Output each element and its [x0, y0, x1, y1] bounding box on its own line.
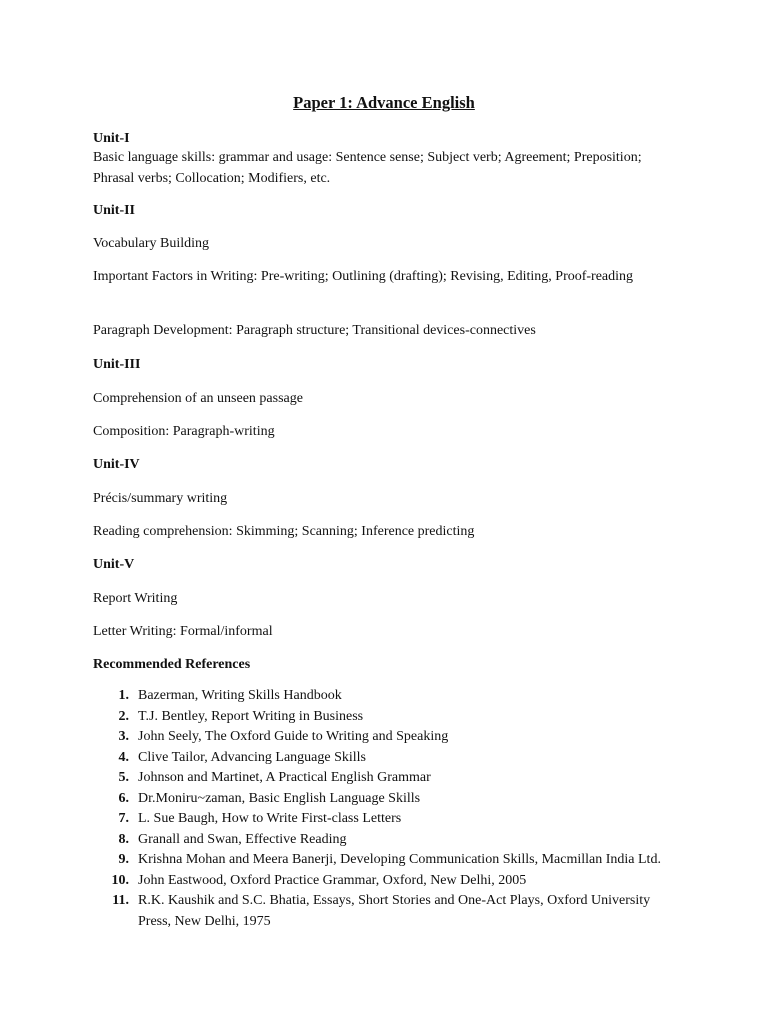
reference-item: 8. Granall and Swan, Effective Reading — [118, 831, 347, 847]
reference-item: 5. Johnson and Martinet, A Practical English Grammar — [118, 770, 431, 785]
reference-text: Bazerman, Writing Skills Handbook — [138, 688, 342, 703]
reference-item: 3. John Seely, The Oxford Guide to Writing and Speaking — [118, 729, 449, 744]
reference-item: 4. Clive Tailor, Advancing Language Skills — [118, 749, 366, 765]
unit-3-line-1: Comprehension of an unseen passage — [93, 391, 303, 406]
unit-5-line-1: Report Writing — [93, 591, 178, 606]
reference-item: 11. R.K. Kaushik and S.C. Bhatia, Essays, Short Stories and One-Act Plays, Oxford University Press, New Delhi, 1975 — [112, 893, 651, 929]
reference-text: John Eastwood, Oxford Practice Grammar, Oxford, New Delhi, 2005 — [138, 872, 527, 888]
reference-item: 7. L. Sue Baugh, How to Write First-class Letters — [118, 811, 402, 826]
reference-item: 1. Bazerman, Writing Skills Handbook — [118, 688, 342, 703]
unit-2-line-1: Vocabulary Building — [93, 236, 210, 251]
unit-1-heading: Unit-I — [93, 131, 130, 146]
reference-item: 6. Dr.Moniru~zaman, Basic English Language Skills — [118, 790, 421, 806]
reference-item: 2. T.J. Bentley, Report Writing in Business — [118, 708, 364, 724]
reference-text: L. Sue Baugh, How to Write First-class Letters — [138, 811, 402, 826]
unit-5-heading: Unit-V — [93, 557, 135, 572]
reference-text: R.K. Kaushik and S.C. Bhatia, Essays, Short Stories and One-Act Plays, Oxford University Press, New Delhi, 1975 — [138, 893, 651, 929]
reference-text: T.J. Bentley, Report Writing in Business — [138, 708, 364, 724]
reference-item: 9. Krishna Mohan and Meera Banerji, Developing Communication Skills, Macmillan India Ltd. — [118, 852, 661, 867]
reference-item: 10. John Eastwood, Oxford Practice Grammar, Oxford, New Delhi, 2005 — [111, 872, 527, 888]
reference-text: John Seely, The Oxford Guide to Writing and Speaking — [138, 729, 449, 744]
unit-3-line-2: Composition: Paragraph-writing — [93, 424, 275, 439]
unit-2-line-2: Important Factors in Writing: Pre-writing; Outlining (drafting); Revising, Editing, Proof-reading — [93, 269, 634, 284]
references-heading: Recommended References — [93, 657, 251, 672]
reference-text: Krishna Mohan and Meera Banerji, Developing Communication Skills, Macmillan India Ltd. — [138, 852, 661, 867]
reference-text: Dr.Moniru~zaman, Basic English Language Skills — [138, 790, 421, 806]
reference-text: Clive Tailor, Advancing Language Skills — [138, 749, 366, 765]
unit-4-heading: Unit-IV — [93, 457, 140, 472]
unit-2-heading: Unit-II — [93, 203, 136, 218]
unit-4-line-1: Précis/summary writing — [93, 491, 228, 506]
reference-text: Johnson and Martinet, A Practical English Grammar — [138, 770, 431, 785]
unit-4-line-2: Reading comprehension: Skimming; Scanning; Inference predicting — [93, 524, 475, 539]
unit-5-line-2: Letter Writing: Formal/informal — [93, 624, 273, 639]
references-list — [93, 686, 683, 932]
page-title: Paper 1: Advance English — [293, 93, 475, 112]
unit-3-heading: Unit-III — [93, 357, 141, 372]
unit-2-line-3: Paragraph Development: Paragraph structure; Transitional devices-connectives — [93, 323, 536, 338]
unit-1-text: Basic language skills: grammar and usage: Sentence sense; Subject verb; Agreement; Preposition; Phrasal verbs; Collocation; Modifiers, etc. — [93, 150, 642, 186]
reference-text: Granall and Swan, Effective Reading — [138, 831, 347, 847]
